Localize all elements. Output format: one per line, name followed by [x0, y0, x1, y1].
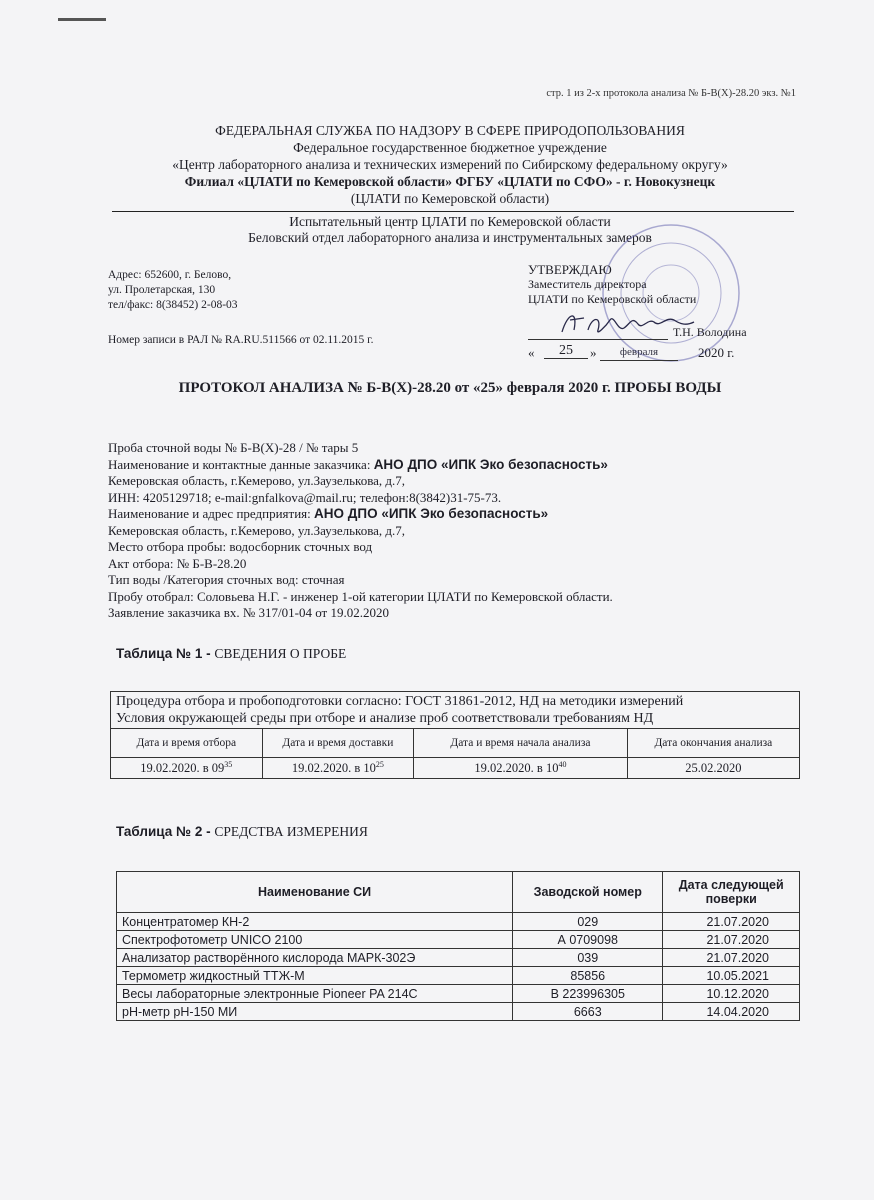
sampler: Пробу отобрал: Соловьева Н.Г. - инженер 1-ой категории ЦЛАТИ по Кемеровской области. — [108, 588, 613, 604]
table1-header-cell: Дата окончания анализа — [627, 729, 799, 758]
sampling-datetime: 19.02.2020. в 09 — [140, 761, 225, 776]
measurement-instruments-table — [116, 871, 800, 1021]
table1-header-row — [111, 729, 800, 758]
procedure-text: Процедура отбора и пробоподготовки согласно: ГОСТ 31861-2012, НД на методики измерений — [116, 694, 684, 709]
table1-procedure-cell — [111, 692, 800, 729]
table2-header-cell: Наименование СИ — [117, 872, 513, 913]
approve-title: УТВЕРЖДАЮ — [528, 262, 612, 277]
verification-date: 14.04.2020 — [663, 1003, 800, 1021]
address-phone: тел/факс: 8(38452) 2-08-03 — [108, 299, 238, 311]
table1-value-cell — [627, 758, 799, 779]
table1-procedure-row — [111, 692, 800, 729]
approval-month: февраля — [600, 345, 678, 361]
analysis-end-date: 25.02.2020 — [685, 760, 742, 775]
department-name: Беловский отдел лабораторного анализа и инструментальных замеров — [248, 230, 652, 245]
address-block — [108, 268, 238, 313]
organization-header — [100, 122, 800, 207]
date-quote-open: « — [528, 345, 535, 360]
approval-day: 25 — [544, 343, 588, 359]
approval-date — [528, 345, 808, 363]
serial-number: В 223996305 — [513, 985, 663, 1003]
table1-header-cell: Дата и время доставки — [262, 729, 414, 758]
sampling-place: Место отбора пробы: водосборник сточных вод — [108, 539, 373, 554]
customer-contacts: ИНН: 4205129718; e-mail:gnfalkova@mail.ru; телефон:8(3842)31-75-73. — [108, 489, 502, 505]
enterprise-address: Кемеровская область, г.Кемерово, ул.Заузелькова, д.7, — [108, 522, 406, 538]
enterprise-name: АНО ДПО «ИПК Эко безопасность» — [314, 506, 549, 521]
approver-name: Т.Н. Володина — [673, 325, 747, 339]
ral-record: Номер записи в РАЛ № RA.RU.511566 от 02.11.2015 г. — [108, 334, 374, 346]
table2-header-row — [117, 872, 800, 913]
table1-value-cell — [111, 758, 263, 779]
analysis-start-datetime: 19.02.2020. в 10 — [474, 761, 559, 776]
header-divider — [112, 211, 794, 212]
verification-date: 21.07.2020 — [663, 913, 800, 931]
table1-caption-title: СВЕДЕНИЯ О ПРОБЕ — [214, 646, 347, 661]
serial-number: А 0709098 — [513, 931, 663, 949]
table-row — [117, 949, 800, 967]
header-line-center: «Центр лабораторного анализа и технических измерений по Сибирскому федеральному округу» — [172, 157, 728, 172]
instrument-name: Весы лабораторные электронные Pioneer PA 214C — [117, 985, 513, 1003]
table2-header-cell: Заводской номер — [513, 872, 663, 913]
serial-number: 6663 — [513, 1003, 663, 1021]
table1-caption-number: Таблица № 1 - — [116, 646, 215, 661]
instrument-name: Анализатор растворённого кислорода МАРК-302Э — [117, 949, 513, 967]
table1-value-cell — [414, 758, 628, 779]
test-center-name: Испытательный центр ЦЛАТИ по Кемеровской области — [289, 214, 611, 229]
date-quote-close: » — [590, 345, 597, 360]
serial-number: 039 — [513, 949, 663, 967]
serial-number: 029 — [513, 913, 663, 931]
address-line: Адрес: 652600, г. Белово, — [108, 269, 232, 281]
header-line-institution: Федеральное государственное бюджетное учреждение — [293, 140, 607, 155]
page-reference: стр. 1 из 2-х протокола анализа № Б-В(Х)-28.20 экз. №1 — [546, 88, 796, 99]
table2-header-cell: Дата следующей поверки — [663, 872, 800, 913]
customer-line — [108, 457, 808, 474]
table2-caption — [116, 824, 368, 840]
table1-value-cell — [262, 758, 414, 779]
sample-details-table — [110, 691, 800, 779]
handwritten-signature — [558, 306, 698, 342]
approve-position: Заместитель директора — [528, 277, 647, 291]
table-row — [117, 1003, 800, 1021]
customer-name: АНО ДПО «ИПК Эко безопасность» — [373, 456, 608, 472]
water-type: Тип воды /Категория сточных вод: сточная — [108, 572, 345, 587]
address-line: ул. Пролетарская, 130 — [108, 284, 216, 296]
customer-address: Кемеровская область, г.Кемерово, ул.Заузелькова, д.7, — [108, 473, 406, 488]
approval-year: 2020 г. — [698, 345, 735, 360]
instrument-name: pH-метр pH-150 МИ — [117, 1003, 513, 1021]
time-minutes: 40 — [558, 759, 567, 769]
table1-value-row — [111, 758, 800, 779]
corner-mark — [58, 18, 106, 21]
table-row — [117, 931, 800, 949]
table-row — [117, 967, 800, 985]
enterprise-label: Наименование и адрес предприятия: — [108, 506, 311, 521]
sampling-act: Акт отбора: № Б-В-28.20 — [108, 555, 247, 571]
time-minutes: 35 — [224, 759, 233, 769]
instrument-name: Концентратомер КН-2 — [117, 913, 513, 931]
table-row — [117, 985, 800, 1003]
protocol-title: ПРОТОКОЛ АНАЛИЗА № Б-В(Х)-28.20 от «25» февраля 2020 г. ПРОБЫ ВОДЫ — [178, 380, 722, 396]
header-line-short: (ЦЛАТИ по Кемеровской области) — [350, 191, 550, 206]
customer-request: Заявление заказчика вх. № 317/01-04 от 19.02.2020 — [108, 605, 389, 620]
verification-date: 10.12.2020 — [663, 985, 800, 1003]
verification-date: 10.05.2021 — [663, 967, 800, 985]
conditions-text: Условия окружающей среды при отборе и анализе проб соответствовали требованиям НД — [116, 711, 654, 726]
table-row — [117, 913, 800, 931]
table1-caption — [116, 646, 346, 662]
verification-date: 21.07.2020 — [663, 949, 800, 967]
table1-header-cell: Дата и время начала анализа — [414, 729, 628, 758]
verification-date: 21.07.2020 — [663, 931, 800, 949]
instrument-name: Спектрофотометр UNICO 2100 — [117, 931, 513, 949]
customer-label: Наименование и контактные данные заказчика: — [108, 456, 371, 472]
delivery-datetime: 19.02.2020. в 10 — [291, 761, 376, 776]
table2-caption-title: СРЕДСТВА ИЗМЕРЕНИЯ — [214, 824, 368, 839]
time-minutes: 25 — [375, 759, 384, 769]
header-line-agency: ФЕДЕРАЛЬНАЯ СЛУЖБА ПО НАДЗОРУ В СФЕРЕ ПРИРОДОПОЛЬЗОВАНИЯ — [215, 123, 685, 138]
sample-info — [108, 440, 808, 622]
sample-number: Проба сточной воды № Б-В(Х)-28 / № тары 5 — [108, 440, 359, 455]
approve-organization: ЦЛАТИ по Кемеровской области — [528, 292, 697, 306]
serial-number: 85856 — [513, 967, 663, 985]
header-line-branch: Филиал «ЦЛАТИ по Кемеровской области» ФГБУ «ЦЛАТИ по СФО» - г. Новокузнецк — [184, 174, 716, 189]
enterprise-line — [108, 506, 808, 523]
instrument-name: Термометр жидкостный ТТЖ-М — [117, 967, 513, 985]
table2-caption-number: Таблица № 2 - — [116, 824, 215, 839]
table1-header-cell: Дата и время отбора — [111, 729, 263, 758]
